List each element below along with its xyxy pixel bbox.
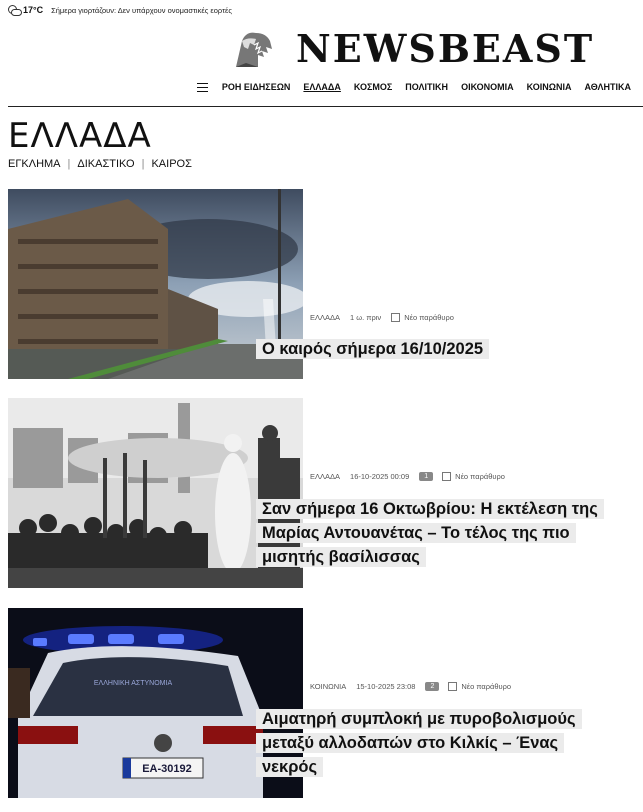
nav-item-athlitika[interactable]: ΑΘΛΗΤΙΚΑ	[584, 82, 631, 92]
divider: |	[141, 158, 145, 170]
nav-item-ellada[interactable]: ΕΛΛΑΔΑ	[303, 82, 341, 92]
external-link-icon	[391, 313, 400, 322]
logo-text: NEWSBEAST	[296, 26, 595, 71]
nav-item-politiki[interactable]: ΠΟΛΙΤΙΚΗ	[405, 82, 449, 92]
partly-cloudy-icon	[8, 5, 20, 15]
comments-count-badge[interactable]: 2	[425, 682, 439, 691]
article-card	[8, 189, 628, 379]
article-headline[interactable]	[256, 337, 586, 361]
page-title: ΕΛΛΑΔΑ	[8, 116, 152, 156]
article-meta	[310, 682, 511, 691]
nav-item-koinonia[interactable]: ΚΟΙΝΩΝΙΑ	[526, 82, 572, 92]
main-nav	[197, 82, 631, 92]
subcategory-dikastiko[interactable]: ΔΙΚΑΣΤΙΚΟ	[77, 158, 135, 170]
subcategory-kairos[interactable]: ΚΑΙΡΟΣ	[151, 158, 192, 170]
article-meta	[310, 472, 505, 481]
nav-item-oikonomia[interactable]: ΟΙΚΟΝΟΜΙΑ	[461, 82, 514, 92]
temperature: 17°C	[23, 5, 44, 15]
open-new-window-link[interactable]	[391, 313, 454, 322]
article-category[interactable]: ΕΛΛΑΔΑ	[310, 472, 341, 481]
external-link-icon	[448, 682, 457, 691]
nav-item-roh[interactable]: ΡΟΗ ΕΙΔΗΣΕΩΝ	[221, 82, 291, 92]
open-new-window-link[interactable]	[448, 682, 511, 691]
weather-bar	[8, 3, 232, 17]
menu-icon[interactable]	[197, 83, 208, 92]
subcategory-egklima[interactable]: ΕΓΚΛΗΜΑ	[8, 158, 61, 170]
open-new-window-link[interactable]	[442, 472, 505, 481]
external-link-icon	[442, 472, 451, 481]
comments-count-badge[interactable]: 1	[419, 472, 433, 481]
article-time: 1 ω. πριν	[350, 313, 382, 322]
article-meta	[310, 313, 454, 322]
car-text: ΕΛΛΗΝΙΚΗ ΑΣΤΥΝΟΜΙΑ	[93, 680, 173, 687]
open-new-window-label: Νέο παράθυρο	[404, 313, 454, 322]
open-new-window-label: Νέο παράθυρο	[461, 682, 512, 691]
open-new-window-label: Νέο παράθυρο	[455, 472, 505, 481]
article-headline-text: Αιματηρή συμπλοκή με πυροβολισμούς μεταξύ αλλοδαπών στο Κιλκίς – Ένας νεκρός	[256, 709, 582, 777]
license-plate-text: ΕΑ-30192	[142, 763, 192, 775]
subcategory-nav	[8, 158, 192, 170]
divider: |	[67, 158, 71, 170]
article-headline-text: Ο καιρός σήμερα 16/10/2025	[256, 339, 489, 359]
article-card	[8, 608, 628, 798]
shark-logo-icon	[232, 27, 276, 71]
nameday-text[interactable]: Σήμερα γιορτάζουν: Δεν υπάρχουν ονομαστικές εορτές	[51, 5, 232, 15]
article-card	[8, 398, 628, 588]
article-category[interactable]: ΕΛΛΑΔΑ	[310, 313, 341, 322]
article-headline[interactable]	[256, 707, 606, 779]
article-category[interactable]: ΚΟΙΝΩΝΙΑ	[310, 682, 347, 691]
article-time: 16-10-2025 00:09	[350, 472, 410, 481]
article-headline[interactable]	[256, 497, 616, 569]
site-logo[interactable]	[232, 26, 594, 71]
nav-item-kosmos[interactable]: ΚΟΣΜΟΣ	[353, 82, 393, 92]
article-headline-text: Σαν σήμερα 16 Οκτωβρίου: Η εκτέλεση της Μαρίας Αντουανέτας – Το τέλος της πιο μισητής βασίλισσας	[256, 499, 604, 567]
article-time: 15-10-2025 23:08	[356, 682, 416, 691]
header-divider	[8, 106, 643, 107]
